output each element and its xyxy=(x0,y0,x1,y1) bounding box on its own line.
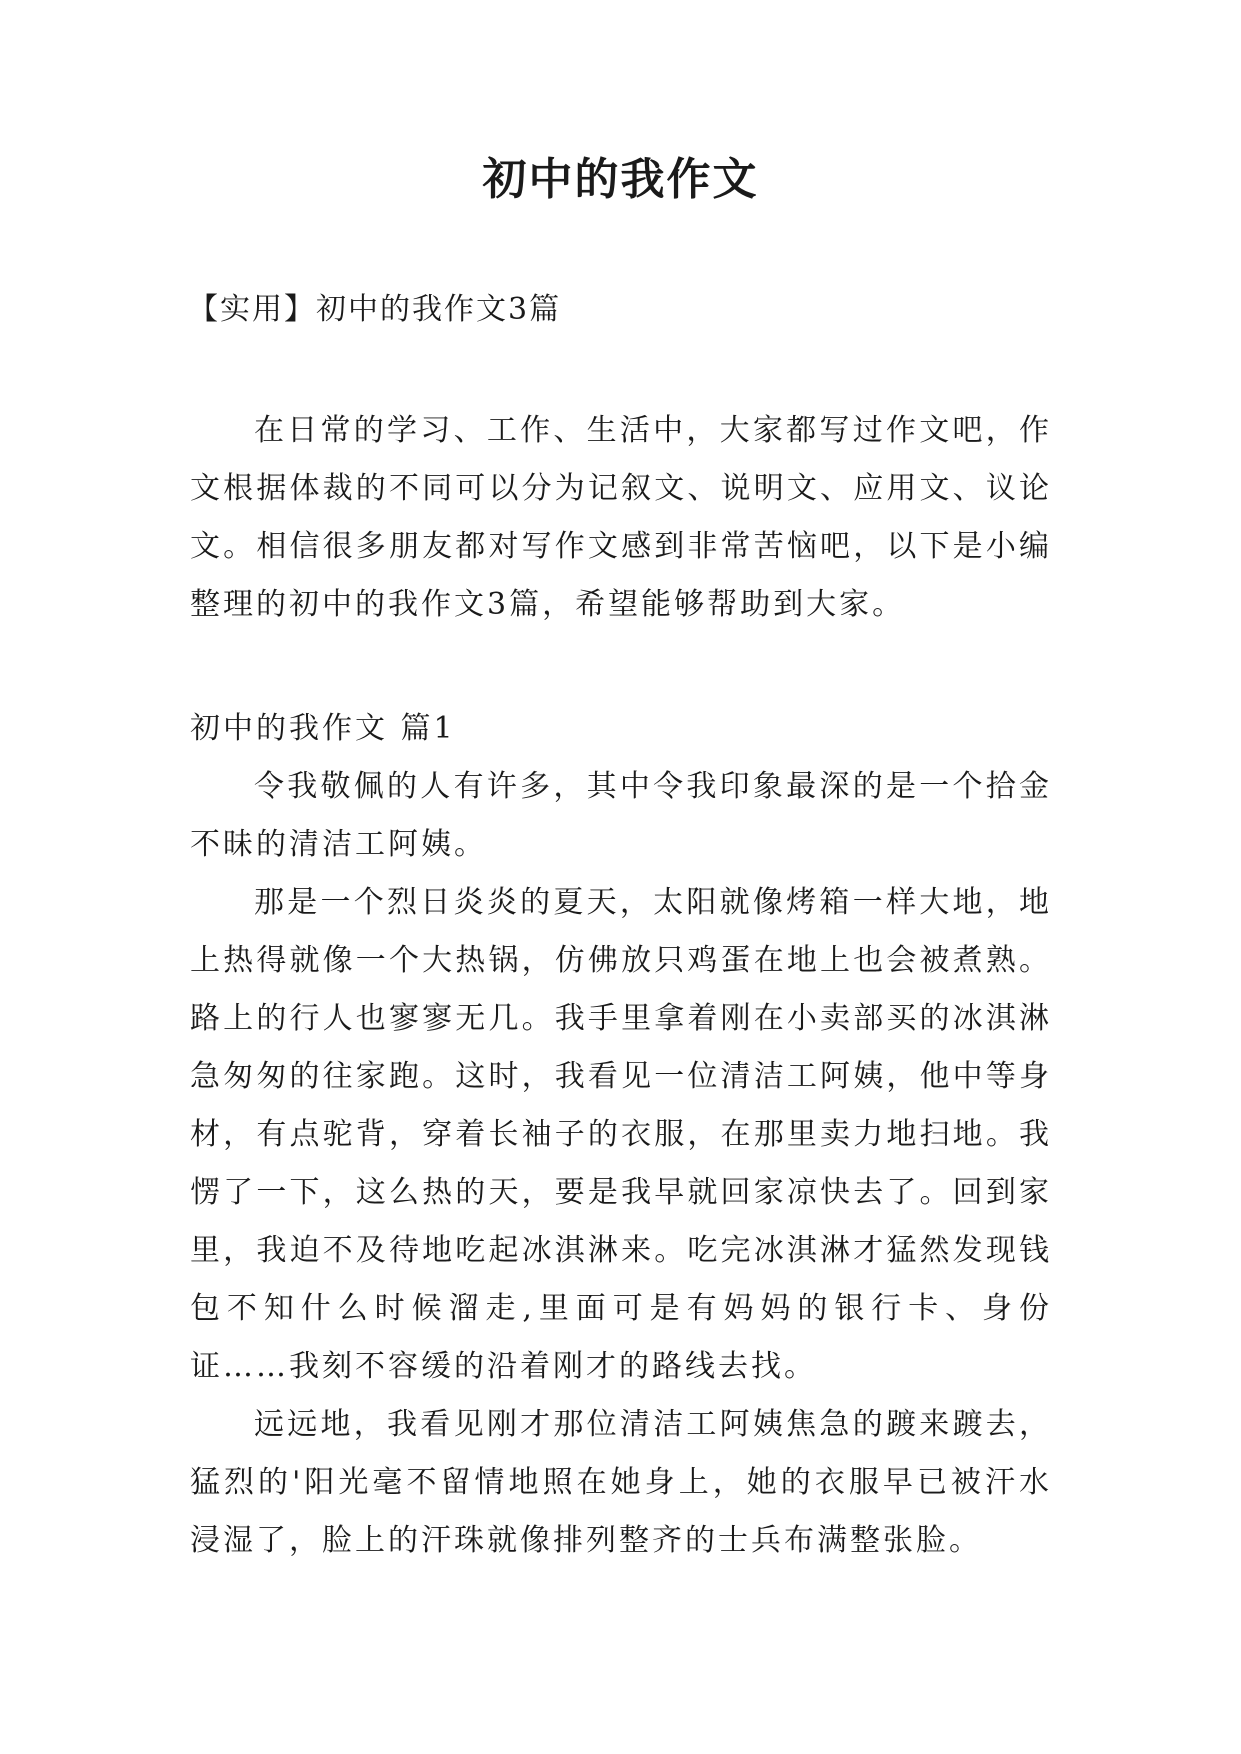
section-paragraph-1: 令我敬佩的人有许多，其中令我印象最深的是一个拾金不昧的清洁工阿姨。 xyxy=(190,769,1052,862)
document-title: 初中的我作文 xyxy=(482,154,759,205)
section-paragraph-3: 远远地，我看见刚才那位清洁工阿姨焦急的踱来踱去，猛烈的'阳光毫不留情地照在她身上，她的衣服早已被汗水浸湿了，脸上的汗珠就像排列整齐的士兵布满整张脸。 xyxy=(190,1407,1052,1558)
section-heading: 初中的我作文 篇1 xyxy=(190,711,456,746)
section-1 xyxy=(190,700,1052,1570)
intro-block xyxy=(190,402,1052,634)
intro-paragraph: 在日常的学习、工作、生活中，大家都写过作文吧，作文根据体裁的不同可以分为记叙文、说明文、应用文、议论文。相信很多朋友都对写作文感到非常苦恼吧，以下是小编整理的初中的我作文3篇，希望能够帮助到大家。 xyxy=(190,413,1052,622)
section-paragraph-2: 那是一个烈日炎炎的夏天，太阳就像烤箱一样大地，地上热得就像一个大热锅，仿佛放只鸡蛋在地上也会被煮熟。路上的行人也寥寥无几。我手里拿着刚在小卖部买的冰淇淋急匆匆的往家跑。这时，我看见一位清洁工阿姨，他中等身材，有点驼背，穿着长袖子的衣服，在那里卖力地扫地。我愣了一下，这么热的天，要是我早就回家凉快去了。回到家里，我迫不及待地吃起冰淇淋来。吃完冰淇淋才猛然发现钱包不知什么时候溜走,里面可是有妈妈的银行卡、身份证……我刻不容缓的沿着刚才的路线去找。 xyxy=(190,885,1052,1384)
document-subtitle: 【实用】初中的我作文3篇 xyxy=(188,292,562,327)
